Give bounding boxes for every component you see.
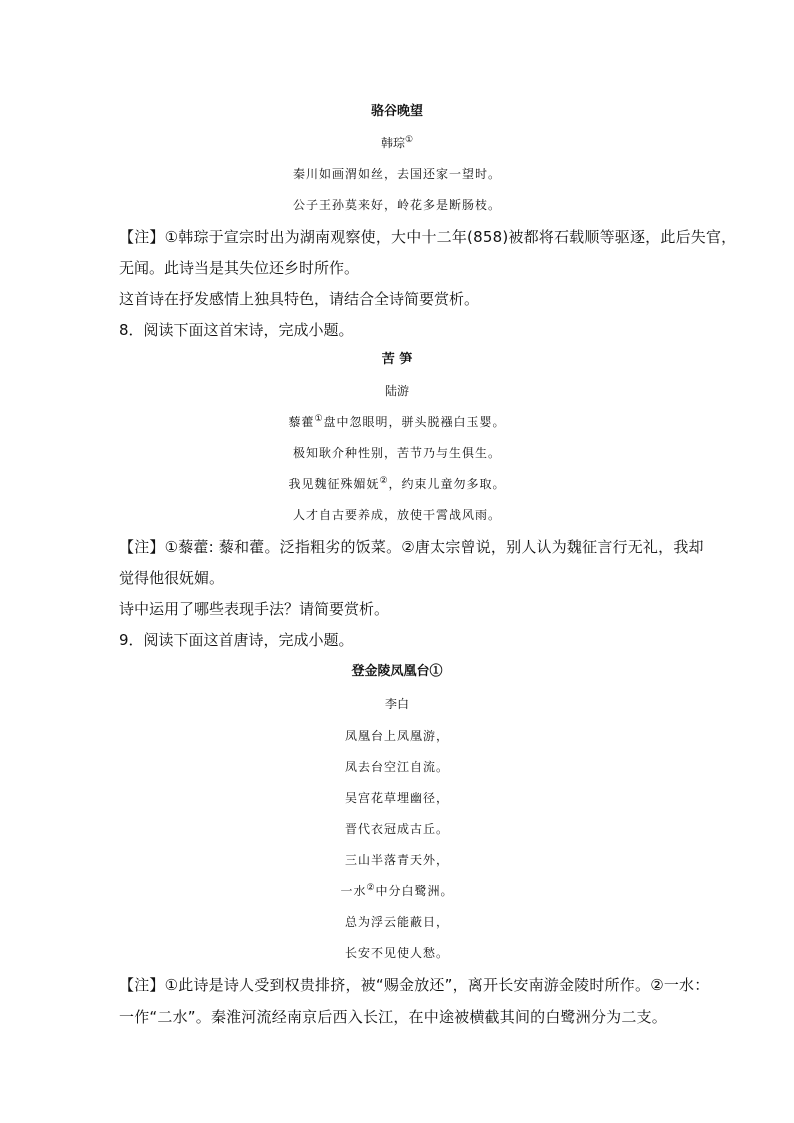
poem-line: 吴宫花草埋幽径， <box>344 791 449 805</box>
poem-title: 骆谷晚望 <box>370 104 423 119</box>
poem-line: 公子王孙莫来好，岭花多是断肠枝。 <box>292 198 501 212</box>
poem-line: 秦川如画渭如丝，去国还家一望时。 <box>292 167 501 181</box>
poem-title: 登金陵凤凰台① <box>351 664 443 679</box>
poem-line: 凤去台空江自流。 <box>344 760 449 774</box>
annotation-text: 无闻。此诗当是其失位还乡时所作。 <box>119 259 360 277</box>
annotation-text: 一作“二水”。秦淮河流经南京后西入长江，在中途被横截其间的白鹭洲分为二支。 <box>119 1008 667 1026</box>
poem-author <box>0 133 794 153</box>
poem-line: 总为浮云能蔽日， <box>344 915 449 929</box>
poem-line: 凤凰台上凤凰游， <box>344 729 449 743</box>
poem-line <box>0 474 794 494</box>
question-intro: 8．阅读下面这首宋诗，完成小题。 <box>119 321 354 339</box>
verse-text: 中分白鹭洲。 <box>375 884 454 898</box>
annotation-text: 觉得他很妩媚。 <box>119 569 225 587</box>
verse-text: 藜藿 <box>288 415 315 429</box>
question-text: 诗中运用了哪些表现手法？请简要赏析。 <box>119 600 390 618</box>
poem-line: 人才自古要养成，放使干霄战风雨。 <box>292 508 501 522</box>
verse-text: ，约束儿童勿多取。 <box>388 477 506 491</box>
poem-line: 极知耿介种性别，苦节乃与生俱生。 <box>292 446 501 460</box>
annotation-text: 【注】①此诗是诗人受到权贵排挤，被“赐金放还”，离开长安南游金陵时所作。②一水： <box>119 976 710 994</box>
poem-title: 苦 笋 <box>381 352 413 367</box>
annotation-text: 【注】①藜藿: 藜和藿。泛指粗劣的饭菜。②唐太宗曾说，别人认为魏征言行无礼，我却 <box>119 538 704 556</box>
author-name: 韩琮 <box>380 136 405 150</box>
annotation-text: 【注】①韩琮于宣宗时出为湖南观察使，大中十二年(858)被都将石载顺等驱逐，此后失官， <box>119 228 737 246</box>
poem-line <box>0 881 794 901</box>
footnote-marker: ① <box>314 414 324 424</box>
poem-author: 陆游 <box>384 384 409 398</box>
footnote-marker: ① <box>404 135 414 145</box>
verse-text: 一水 <box>340 884 367 898</box>
verse-text: 我见魏征殊媚妩 <box>288 477 380 491</box>
poem-line: 晋代衣冠成古丘。 <box>344 822 449 836</box>
poem-author: 李白 <box>384 697 409 711</box>
footnote-marker: ② <box>366 883 376 893</box>
poem-line: 三山半落青天外， <box>344 853 449 867</box>
question-intro: 9．阅读下面这首唐诗，完成小题。 <box>119 631 354 649</box>
question-text: 这首诗在抒发感情上独具特色，请结合全诗简要赏析。 <box>119 290 480 308</box>
verse-text: 盘中忽眼明，骈头脱襁白玉婴。 <box>323 415 506 429</box>
poem-line <box>0 412 794 432</box>
footnote-marker: ② <box>379 476 389 486</box>
poem-line: 长安不见使人愁。 <box>344 946 449 960</box>
